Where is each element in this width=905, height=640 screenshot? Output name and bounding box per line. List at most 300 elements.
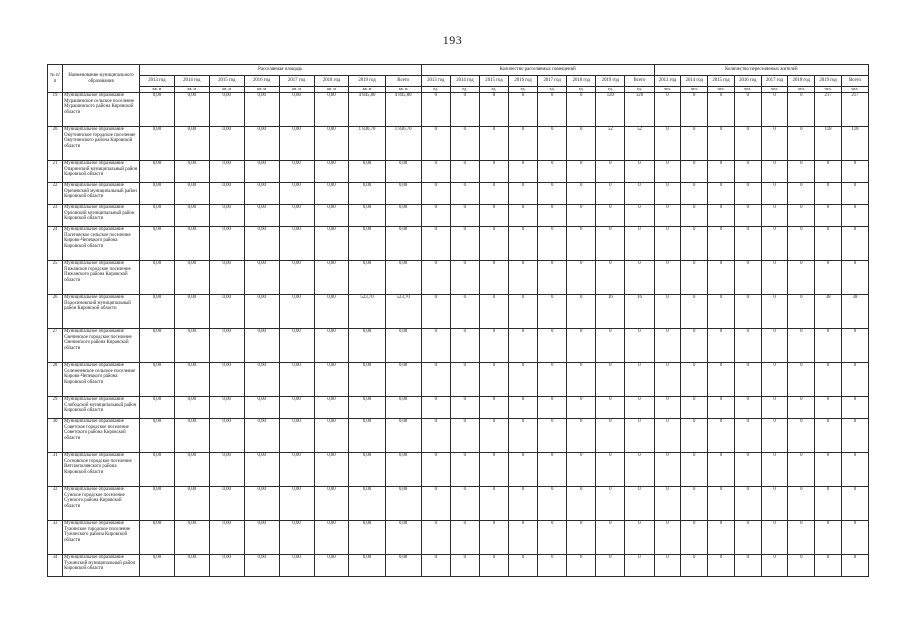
area-value-cell: 0,00 [139, 295, 174, 329]
area-value-cell: 0,00 [209, 453, 244, 487]
rooms-value-cell: 0 [567, 295, 596, 329]
area-year-header: 2017 год [279, 76, 314, 87]
people-value-cell: 217 [841, 93, 868, 127]
rooms-value-cell: 0 [596, 161, 625, 183]
people-value-cell: 0 [841, 329, 868, 363]
people-value-cell: 0 [654, 161, 681, 183]
area-value-cell: 0,00 [279, 419, 314, 453]
area-value-cell: 0,00 [279, 261, 314, 295]
area-value-cell: 0,00 [174, 183, 209, 205]
people-value-cell: 0 [815, 487, 842, 521]
header-rooms-group: Количество расселяемых помещений [421, 65, 654, 76]
people-value-cell: 0 [761, 93, 788, 127]
area-value-cell: 0,00 [244, 183, 279, 205]
people-unit-header: чел. [681, 87, 708, 93]
municipality-name: Муниципальное образование Сунское городское поселение Сунского района Кировской области [63, 487, 140, 521]
area-value-cell: 0,00 [279, 93, 314, 127]
rooms-value-cell: 0 [450, 227, 479, 261]
rooms-value-cell: 0 [625, 261, 654, 295]
area-value-cell: 0,00 [139, 205, 174, 227]
area-value-cell: 0,00 [174, 205, 209, 227]
rooms-value-cell: 0 [509, 227, 538, 261]
rooms-value-cell: 52 [625, 127, 654, 161]
area-value-cell: 0,00 [279, 295, 314, 329]
table-row [48, 161, 869, 183]
rooms-value-cell: 0 [596, 329, 625, 363]
people-value-cell: 0 [681, 261, 708, 295]
table-row [48, 93, 869, 127]
area-value-cell: 0,00 [279, 453, 314, 487]
area-value-cell: 0,00 [209, 127, 244, 161]
rooms-value-cell: 0 [421, 521, 450, 555]
area-value-cell: 0,00 [244, 93, 279, 127]
rooms-value-cell: 0 [596, 453, 625, 487]
area-value-cell: 0,00 [244, 555, 279, 577]
area-value-cell: 0,00 [314, 555, 349, 577]
rooms-value-cell: 0 [421, 295, 450, 329]
people-value-cell: 0 [788, 521, 815, 555]
area-value-cell: 0,00 [139, 363, 174, 397]
table-row [48, 227, 869, 261]
rooms-value-cell: 0 [625, 183, 654, 205]
area-value-cell: 0,00 [385, 363, 421, 397]
people-value-cell: 0 [681, 487, 708, 521]
header-area-group: Расселяемая площадь [139, 65, 421, 76]
rooms-value-cell: 0 [596, 227, 625, 261]
area-value-cell: 1 836,70 [349, 127, 385, 161]
rooms-value-cell: 0 [450, 453, 479, 487]
rooms-value-cell: 0 [421, 161, 450, 183]
area-value-cell: 0,00 [314, 521, 349, 555]
area-value-cell: 0,00 [349, 227, 385, 261]
people-value-cell: 0 [841, 555, 868, 577]
area-value-cell: 0,00 [314, 487, 349, 521]
area-value-cell: 0,00 [209, 161, 244, 183]
people-value-cell: 0 [815, 555, 842, 577]
people-value-cell: 0 [681, 521, 708, 555]
people-value-cell: 0 [788, 453, 815, 487]
people-value-cell: 0 [681, 295, 708, 329]
people-value-cell: 0 [734, 419, 761, 453]
people-value-cell: 0 [654, 261, 681, 295]
municipality-name: Муниципальное образование Тужинское городское поселение Тужинского района Кировской области [63, 521, 140, 555]
people-value-cell: 0 [681, 227, 708, 261]
area-value-cell: 0,00 [209, 183, 244, 205]
area-value-cell: 0,00 [349, 419, 385, 453]
table-row [48, 419, 869, 453]
area-value-cell: 4 845,80 [349, 93, 385, 127]
area-value-cell: 0,00 [209, 205, 244, 227]
area-value-cell: 0,00 [349, 487, 385, 521]
area-value-cell: 0,00 [209, 329, 244, 363]
area-value-cell: 0,00 [314, 419, 349, 453]
people-unit-header: чел. [761, 87, 788, 93]
area-value-cell: 0,00 [244, 521, 279, 555]
table-row [48, 487, 869, 521]
people-unit-header: чел. [788, 87, 815, 93]
area-value-cell: 0,00 [279, 555, 314, 577]
people-value-cell: 0 [734, 363, 761, 397]
rooms-year-header: 2019 год [596, 76, 625, 87]
people-value-cell: 0 [815, 419, 842, 453]
people-value-cell: 0 [841, 521, 868, 555]
people-value-cell: 0 [815, 183, 842, 205]
area-value-cell: 0,00 [314, 93, 349, 127]
rooms-value-cell: 0 [509, 555, 538, 577]
rooms-value-cell: 0 [567, 363, 596, 397]
people-value-cell: 0 [761, 127, 788, 161]
people-value-cell: 118 [841, 127, 868, 161]
rooms-unit-header: ед. [596, 87, 625, 93]
area-value-cell: 0,00 [244, 261, 279, 295]
people-value-cell: 38 [815, 295, 842, 329]
people-value-cell: 0 [841, 161, 868, 183]
rooms-value-cell: 0 [625, 487, 654, 521]
rooms-year-header: 2016 год [509, 76, 538, 87]
people-value-cell: 0 [734, 521, 761, 555]
area-unit-header: кв. м [279, 87, 314, 93]
people-value-cell: 0 [761, 363, 788, 397]
area-value-cell: 0,00 [174, 295, 209, 329]
rooms-value-cell: 0 [538, 295, 567, 329]
area-value-cell: 0,00 [349, 329, 385, 363]
area-value-cell: 0,00 [385, 161, 421, 183]
row-number: 20 [48, 127, 63, 161]
people-year-header: 2018 год [788, 76, 815, 87]
row-number: 26 [48, 295, 63, 329]
area-value-cell: 0,00 [139, 487, 174, 521]
area-value-cell: 0,00 [139, 93, 174, 127]
rooms-value-cell: 0 [538, 521, 567, 555]
people-value-cell: 0 [815, 453, 842, 487]
area-value-cell: 0,00 [385, 329, 421, 363]
people-unit-header: чел. [841, 87, 868, 93]
area-value-cell: 0,00 [244, 419, 279, 453]
area-value-cell: 0,00 [385, 419, 421, 453]
rooms-value-cell: 0 [567, 397, 596, 419]
rooms-value-cell: 0 [596, 183, 625, 205]
area-value-cell: 0,00 [174, 487, 209, 521]
area-value-cell: 0,00 [314, 227, 349, 261]
row-number: 27 [48, 329, 63, 363]
area-value-cell: 0,00 [209, 555, 244, 577]
people-value-cell: 0 [654, 453, 681, 487]
rooms-value-cell: 0 [479, 419, 508, 453]
rooms-value-cell: 0 [450, 555, 479, 577]
rooms-unit-header: ед. [479, 87, 508, 93]
rooms-value-cell: 0 [479, 227, 508, 261]
rooms-value-cell: 0 [450, 397, 479, 419]
area-value-cell: 0,00 [314, 295, 349, 329]
rooms-value-cell: 0 [567, 227, 596, 261]
rooms-value-cell: 0 [450, 183, 479, 205]
rooms-value-cell: 0 [538, 487, 567, 521]
area-value-cell: 0,00 [244, 329, 279, 363]
row-number: 33 [48, 521, 63, 555]
area-value-cell: 1 836,70 [385, 127, 421, 161]
rooms-value-cell: 0 [479, 93, 508, 127]
rooms-value-cell: 0 [450, 487, 479, 521]
people-value-cell: 0 [815, 161, 842, 183]
people-year-header: 2016 год [734, 76, 761, 87]
people-value-cell: 0 [708, 555, 735, 577]
municipality-name: Муниципальное образование Пижанское городское поселение Пижанского района Кировской области [63, 261, 140, 295]
people-value-cell: 0 [815, 205, 842, 227]
rooms-year-header: 2013 год [421, 76, 450, 87]
area-year-header: 2015 год [209, 76, 244, 87]
people-value-cell: 0 [788, 397, 815, 419]
area-value-cell: 0,00 [385, 487, 421, 521]
people-value-cell: 0 [681, 363, 708, 397]
municipality-name: Муниципальное образование Советское городское поселение Советского района Кировской области [63, 419, 140, 453]
area-value-cell: 0,00 [349, 205, 385, 227]
people-value-cell: 0 [681, 397, 708, 419]
people-value-cell: 0 [841, 205, 868, 227]
rooms-value-cell: 0 [479, 183, 508, 205]
rooms-value-cell: 0 [625, 453, 654, 487]
area-value-cell: 0,00 [349, 397, 385, 419]
rooms-value-cell: 0 [450, 329, 479, 363]
row-number: 34 [48, 555, 63, 577]
rooms-value-cell: 0 [479, 487, 508, 521]
people-value-cell: 0 [654, 295, 681, 329]
municipality-name: Муниципальное образование Селезеневское сельское поселение Кирово-Чепецкого района Кировской области [63, 363, 140, 397]
rooms-value-cell: 0 [509, 453, 538, 487]
area-value-cell: 0,00 [385, 205, 421, 227]
area-value-cell: 0,00 [385, 555, 421, 577]
people-value-cell: 0 [654, 93, 681, 127]
people-value-cell: 0 [654, 363, 681, 397]
people-value-cell: 217 [815, 93, 842, 127]
people-value-cell: 0 [734, 93, 761, 127]
table-row [48, 261, 869, 295]
people-value-cell: 0 [761, 205, 788, 227]
area-year-header: 2016 год [244, 76, 279, 87]
rooms-value-cell: 0 [450, 261, 479, 295]
people-value-cell: 0 [788, 419, 815, 453]
people-value-cell: 0 [761, 397, 788, 419]
people-value-cell: 0 [708, 363, 735, 397]
people-value-cell: 0 [761, 295, 788, 329]
rooms-value-cell: 0 [479, 295, 508, 329]
rooms-value-cell: 0 [567, 487, 596, 521]
rooms-value-cell: 0 [625, 521, 654, 555]
people-value-cell: 0 [734, 227, 761, 261]
rooms-value-cell: 0 [509, 161, 538, 183]
area-value-cell: 0,00 [174, 161, 209, 183]
people-value-cell: 0 [788, 93, 815, 127]
rooms-value-cell: 0 [421, 397, 450, 419]
people-value-cell: 0 [841, 363, 868, 397]
area-value-cell: 0,00 [174, 261, 209, 295]
rooms-value-cell: 0 [538, 127, 567, 161]
rooms-value-cell: 0 [567, 261, 596, 295]
rooms-value-cell: 0 [538, 419, 567, 453]
people-value-cell: 0 [815, 397, 842, 419]
rooms-value-cell: 0 [625, 329, 654, 363]
rooms-value-cell: 0 [509, 93, 538, 127]
people-value-cell: 0 [654, 419, 681, 453]
rooms-value-cell: 120 [625, 93, 654, 127]
area-value-cell: 0,00 [314, 161, 349, 183]
rooms-value-cell: 0 [538, 453, 567, 487]
year-header-row [48, 76, 869, 87]
people-value-cell: 0 [841, 183, 868, 205]
people-value-cell: 0 [734, 261, 761, 295]
area-value-cell: 0,00 [279, 127, 314, 161]
rooms-value-cell: 0 [479, 127, 508, 161]
people-value-cell: 0 [841, 487, 868, 521]
area-value-cell: 0,00 [314, 205, 349, 227]
area-value-cell: 0,00 [279, 205, 314, 227]
rooms-value-cell: 0 [450, 161, 479, 183]
people-value-cell: 0 [815, 227, 842, 261]
people-value-cell: 0 [788, 205, 815, 227]
people-value-cell: 0 [761, 521, 788, 555]
area-value-cell: 0,00 [279, 329, 314, 363]
rooms-value-cell: 0 [421, 329, 450, 363]
rooms-value-cell: 0 [509, 183, 538, 205]
rooms-value-cell: 0 [479, 205, 508, 227]
people-value-cell: 0 [681, 183, 708, 205]
area-value-cell: 0,00 [174, 227, 209, 261]
rooms-year-header: 2017 год [538, 76, 567, 87]
people-value-cell: 0 [681, 453, 708, 487]
area-value-cell: 0,00 [279, 183, 314, 205]
people-value-cell: 118 [815, 127, 842, 161]
rooms-value-cell: 0 [625, 419, 654, 453]
people-value-cell: 0 [841, 453, 868, 487]
area-value-cell: 523,70 [349, 295, 385, 329]
area-value-cell: 0,00 [174, 453, 209, 487]
row-number: 23 [48, 205, 63, 227]
rooms-value-cell: 0 [596, 419, 625, 453]
rooms-unit-header: ед. [421, 87, 450, 93]
area-year-header: 2018 год [314, 76, 349, 87]
people-value-cell: 0 [841, 419, 868, 453]
table-row [48, 363, 869, 397]
row-number: 30 [48, 419, 63, 453]
rooms-value-cell: 0 [421, 363, 450, 397]
people-value-cell: 0 [681, 419, 708, 453]
people-value-cell: 0 [841, 397, 868, 419]
people-value-cell: 0 [708, 487, 735, 521]
area-value-cell: 0,00 [209, 261, 244, 295]
rooms-value-cell: 0 [538, 161, 567, 183]
people-value-cell: 0 [681, 555, 708, 577]
people-value-cell: 0 [734, 295, 761, 329]
table-row [48, 453, 869, 487]
rooms-value-cell: 0 [596, 555, 625, 577]
people-value-cell: 0 [761, 183, 788, 205]
rooms-year-header: 2018 год [567, 76, 596, 87]
area-value-cell: 0,00 [279, 363, 314, 397]
people-year-header: 2013 год [654, 76, 681, 87]
rooms-value-cell: 0 [625, 363, 654, 397]
people-value-cell: 0 [708, 261, 735, 295]
people-value-cell: 0 [654, 487, 681, 521]
rooms-value-cell: 0 [479, 261, 508, 295]
area-year-header: 2014 год [174, 76, 209, 87]
table-body [48, 93, 869, 577]
area-unit-header: кв. м [244, 87, 279, 93]
rooms-value-cell: 0 [450, 127, 479, 161]
area-value-cell: 0,00 [209, 93, 244, 127]
row-number: 29 [48, 397, 63, 419]
rooms-value-cell: 0 [567, 419, 596, 453]
area-value-cell: 0,00 [244, 161, 279, 183]
municipality-name: Муниципальное образование Оричевский муниципальный район Кировской области [63, 183, 140, 205]
rooms-value-cell: 0 [567, 127, 596, 161]
rooms-value-cell: 0 [479, 363, 508, 397]
row-number: 28 [48, 363, 63, 397]
people-value-cell: 0 [708, 521, 735, 555]
people-value-cell: 0 [734, 397, 761, 419]
rooms-value-cell: 0 [421, 555, 450, 577]
rooms-value-cell: 0 [421, 261, 450, 295]
rooms-value-cell: 0 [538, 397, 567, 419]
area-value-cell: 0,00 [139, 521, 174, 555]
row-number: 31 [48, 453, 63, 487]
people-value-cell: 0 [734, 453, 761, 487]
municipality-name: Муниципальное образование Подосиновский муниципальный район Кировской области [63, 295, 140, 329]
table-row [48, 205, 869, 227]
area-value-cell: 0,00 [174, 555, 209, 577]
area-unit-header: кв. м [385, 87, 421, 93]
rooms-value-cell: 0 [596, 487, 625, 521]
people-unit-header: чел. [708, 87, 735, 93]
rooms-value-cell: 0 [450, 295, 479, 329]
area-value-cell: 0,00 [279, 397, 314, 419]
area-value-cell: 0,00 [349, 555, 385, 577]
area-value-cell: 0,00 [314, 329, 349, 363]
rooms-value-cell: 16 [625, 295, 654, 329]
area-value-cell: 0,00 [349, 453, 385, 487]
rooms-value-cell: 0 [509, 397, 538, 419]
people-value-cell: 0 [788, 555, 815, 577]
area-value-cell: 0,00 [385, 183, 421, 205]
rooms-value-cell: 0 [596, 205, 625, 227]
rooms-value-cell: 0 [479, 453, 508, 487]
rooms-unit-header: ед. [625, 87, 654, 93]
people-value-cell: 0 [708, 183, 735, 205]
rooms-value-cell: 0 [479, 161, 508, 183]
row-number: 32 [48, 487, 63, 521]
area-value-cell: 0,00 [244, 205, 279, 227]
rooms-unit-header: ед. [567, 87, 596, 93]
people-value-cell: 0 [708, 329, 735, 363]
area-value-cell: 0,00 [209, 295, 244, 329]
rooms-value-cell: 0 [479, 397, 508, 419]
rooms-value-cell: 0 [625, 227, 654, 261]
table-row [48, 295, 869, 329]
table-row [48, 329, 869, 363]
rooms-value-cell: 52 [596, 127, 625, 161]
people-unit-header: чел. [654, 87, 681, 93]
rooms-value-cell: 0 [625, 555, 654, 577]
area-value-cell: 0,00 [314, 363, 349, 397]
rooms-value-cell: 0 [479, 521, 508, 555]
area-value-cell: 0,00 [139, 261, 174, 295]
rooms-value-cell: 0 [567, 205, 596, 227]
header-name: Наименование муниципального образования [63, 65, 140, 93]
rooms-unit-header: ед. [450, 87, 479, 93]
rooms-value-cell: 0 [421, 93, 450, 127]
area-value-cell: 0,00 [385, 397, 421, 419]
people-value-cell: 0 [761, 419, 788, 453]
people-value-cell: 0 [708, 93, 735, 127]
people-value-cell: 0 [734, 487, 761, 521]
